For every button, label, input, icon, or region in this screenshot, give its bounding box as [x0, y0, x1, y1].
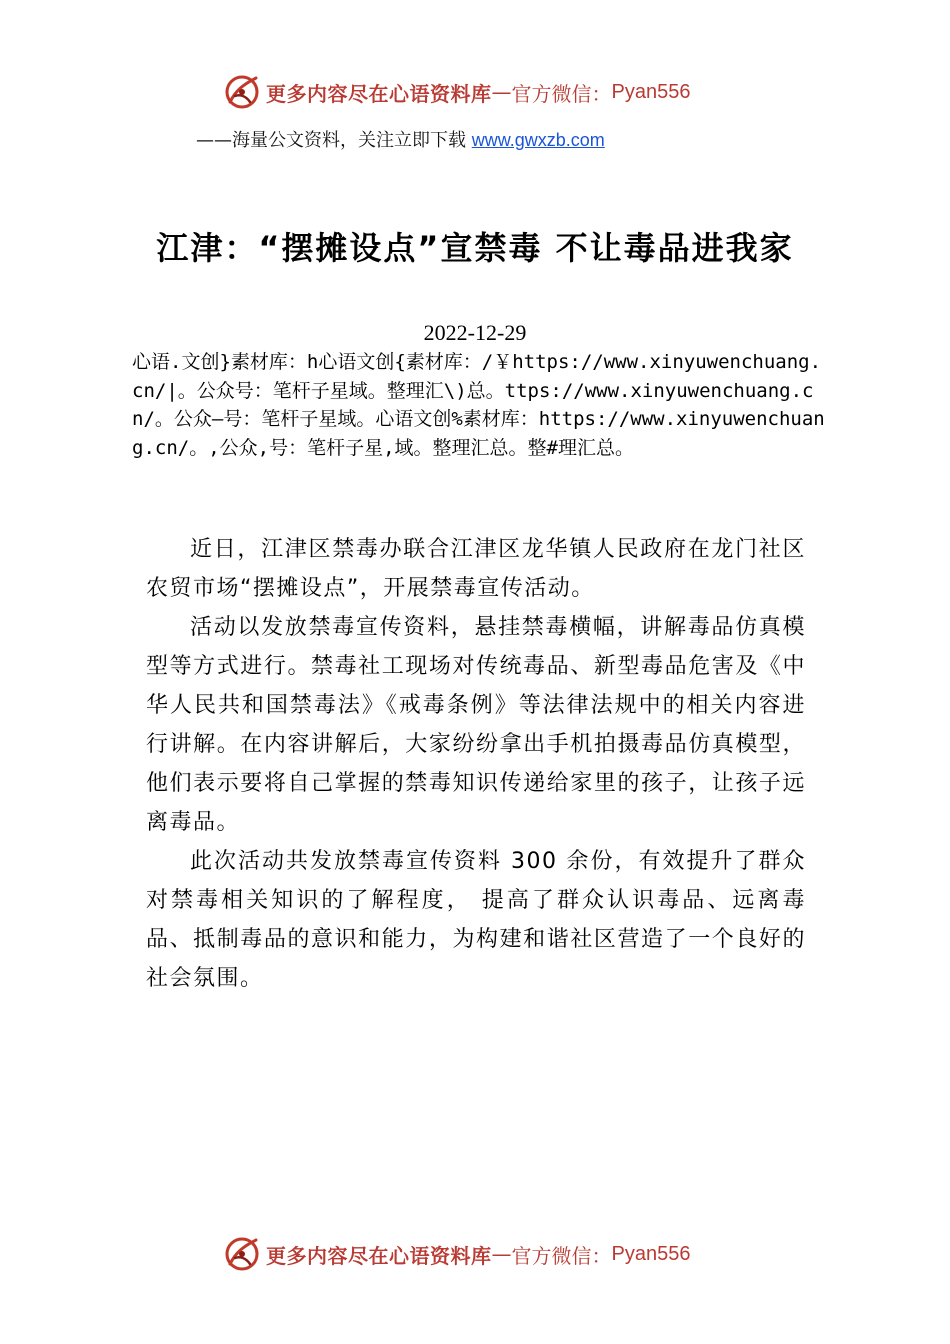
banner-wechat-label: 官方微信：: [511, 1243, 612, 1268]
article-paragraph: 活动以发放禁毒宣传资料，悬挂禁毒横幅，讲解毒品仿真模型等方式进行。禁毒社工现场对传统毒品、新型毒品危害及《中华人民共和国禁毒法》《戒毒条例》等法律法规中的相关内容进行讲解。在内容讲解后，大家纷纷拿出手机拍摄毒品仿真模型，他们表示要将自己掌握的禁毒知识传递给家里的孩子，让孩子远离毒品。: [146, 615, 806, 835]
article-title: 江津：“摆摊设点”宣禁毒 不让毒品进我家: [156, 229, 794, 267]
header-banner: [0, 70, 950, 114]
banner-wechat-label: 官方微信：: [511, 81, 612, 106]
article-date: 2022-12-29: [423, 320, 527, 345]
banner-dash: —: [491, 1242, 512, 1266]
footer-banner: [0, 1232, 950, 1276]
article-paragraph: 近日，江津区禁毒办联合江津区龙华镇人民政府在龙门社区农贸市场“摆摊设点”，开展禁毒宣传活动。: [146, 537, 806, 601]
banner-dash: —: [491, 80, 512, 104]
article-paragraph: 此次活动共发放禁毒宣传资料 300 余份，有效提升了群众对禁毒相关知识的了解程度， 提高了群众认识毒品、远离毒品、抵制毒品的意识和能力，为构建和谐社区营造了一个良好的社会氛围。: [146, 849, 806, 991]
article-body: [146, 530, 806, 998]
banner-wechat-id: Pyan556: [611, 1242, 691, 1265]
promo-subline: [196, 126, 605, 152]
source-notice: 心语.文创}素材库：h心语文创{素材库：/￥https://www.xinyuwenchuang.cn/|。公众号：笔杆子星域。整理汇\)总。ttps://www.xinyuwenchuang.cn/。公众—号：笔杆子星域。心语文创%素材库：https://www.xinyuwenchuang.cn/。,公众,号：笔杆子星,域。整理汇总。整#理汇总。: [132, 351, 825, 459]
brand-logo-icon: [222, 1234, 262, 1274]
promo-subline-text: ——海量公文资料，关注立即下载: [196, 130, 472, 151]
promo-link[interactable]: www.gwxzb.com: [471, 130, 605, 150]
brand-logo-icon: [222, 72, 262, 112]
banner-wechat-id: Pyan556: [611, 80, 691, 103]
banner-main-text: 更多内容尽在心语资料库: [266, 1243, 492, 1268]
banner-main-text: 更多内容尽在心语资料库: [266, 81, 492, 106]
